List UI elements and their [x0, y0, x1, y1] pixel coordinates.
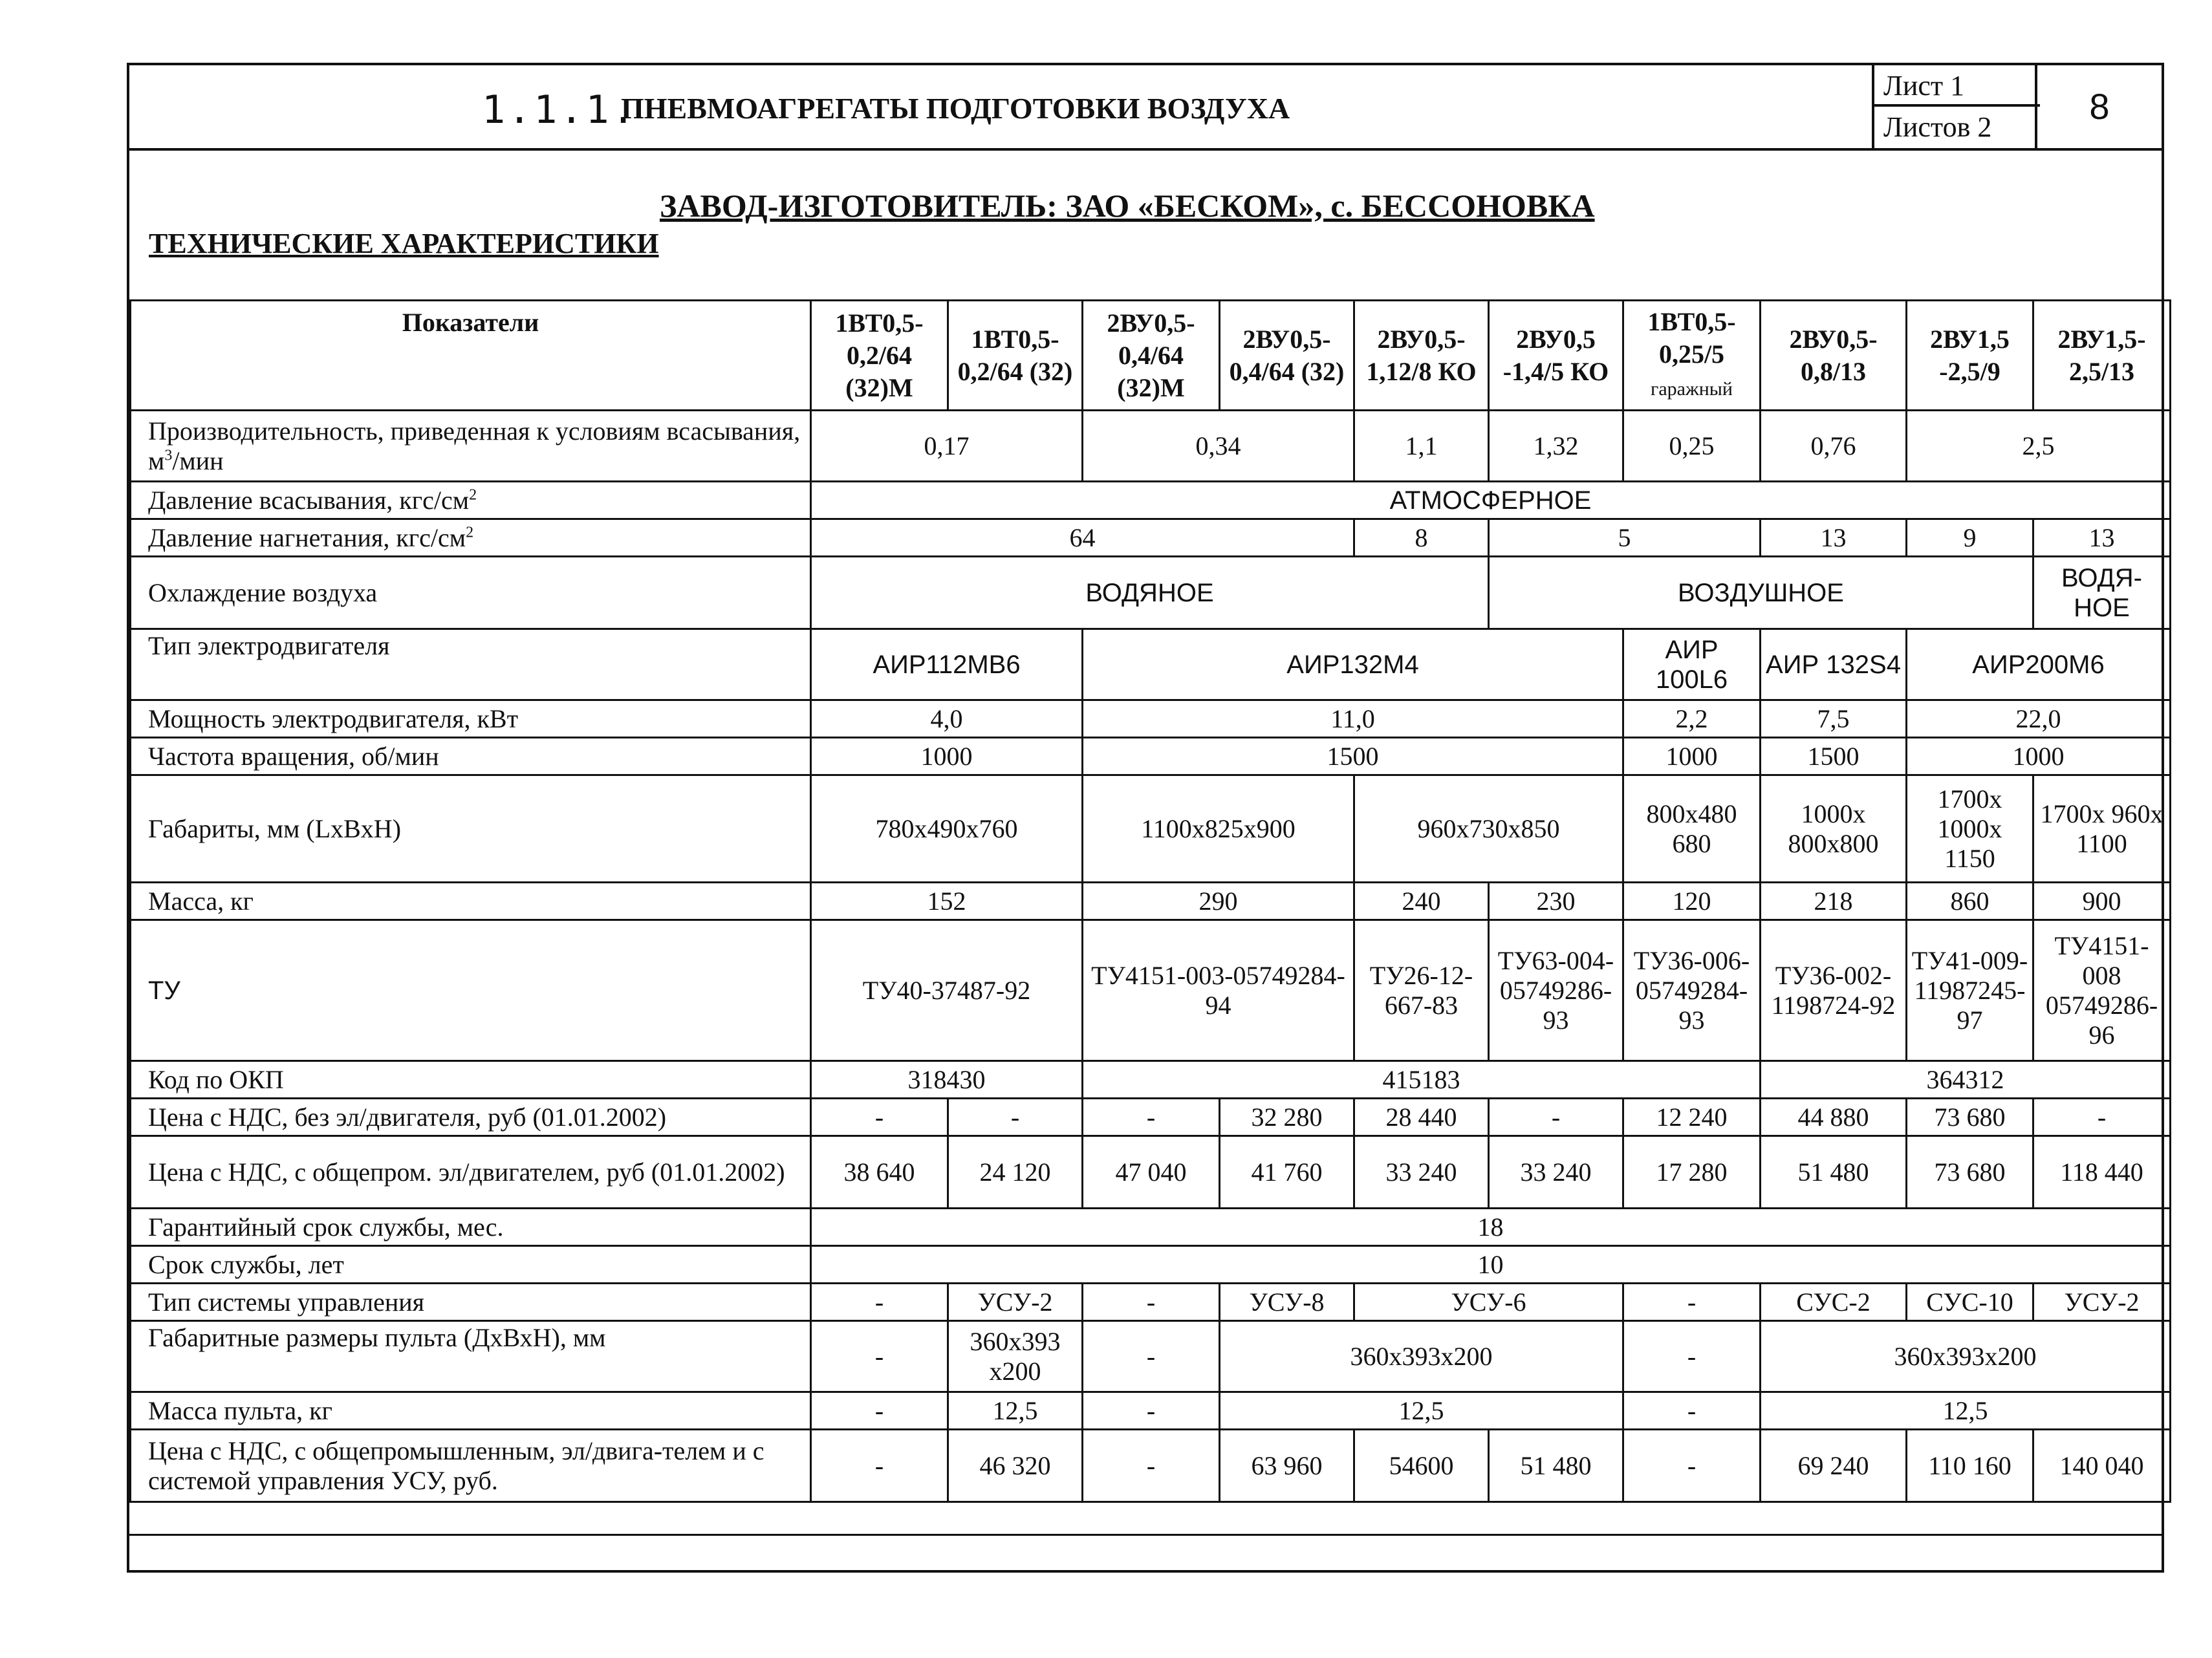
cell: 0,76: [1761, 411, 1907, 482]
cell: ТУ63-004-05749286-93: [1489, 920, 1623, 1061]
cell: 46 320: [948, 1430, 1083, 1502]
cell: 1000х 800х800: [1761, 775, 1907, 883]
table-row: [131, 883, 2171, 920]
cell: 22,0: [1907, 700, 2171, 738]
cell: 2,5: [1907, 411, 2171, 482]
cell: АИР132М4: [1083, 629, 1623, 700]
row-label-panel-mass: Масса пульта, кг: [131, 1392, 811, 1430]
cell: ТУ36-002-1198724-92: [1761, 920, 1907, 1061]
cell: 33 240: [1354, 1136, 1489, 1209]
cell: 12,5: [948, 1392, 1083, 1430]
cell: СУС-2: [1761, 1284, 1907, 1321]
cell: 38 640: [811, 1136, 948, 1209]
cell: -: [948, 1099, 1083, 1136]
header-cell-model-9: 2ВУ1,5 -2,5/9: [1907, 301, 2033, 411]
cell: 13: [2033, 519, 2171, 557]
cell: АИР 100L6: [1623, 629, 1761, 700]
model-7-note: гаражный: [1651, 378, 1733, 400]
cell: 44 880: [1761, 1099, 1907, 1136]
cell: ТУ4151-008 05749286-96: [2033, 920, 2171, 1061]
table-row: [131, 1246, 2171, 1284]
cell: 54600: [1354, 1430, 1489, 1502]
cell: 240: [1354, 883, 1489, 920]
table-row: [131, 700, 2171, 738]
cell: 63 960: [1220, 1430, 1354, 1502]
cell: 41 760: [1220, 1136, 1354, 1209]
cell: 1000: [1907, 738, 2171, 775]
cell: -: [1623, 1430, 1761, 1502]
cell: 73 680: [1907, 1136, 2033, 1209]
cell: 118 440: [2033, 1136, 2171, 1209]
cell: -: [1083, 1099, 1220, 1136]
row-label-price-full: Цена с НДС, с общепромышленным, эл/двига-телем и с системой управления УСУ, руб.: [131, 1430, 811, 1502]
table-row: [131, 775, 2171, 883]
cell: 0,25: [1623, 411, 1761, 482]
table-row: [131, 629, 2171, 700]
cell: 33 240: [1489, 1136, 1623, 1209]
cell: 1000: [811, 738, 1083, 775]
cell: ТУ41-009-11987245-97: [1907, 920, 2033, 1061]
document-title: ПНЕВМОАГРЕГАТЫ ПОДГОТОВКИ ВОЗДУХА: [621, 92, 1290, 125]
cell: 4,0: [811, 700, 1083, 738]
cell: -: [1623, 1321, 1761, 1392]
cell: -: [1083, 1284, 1220, 1321]
cell: 10: [811, 1246, 2171, 1284]
cell: -: [811, 1392, 948, 1430]
table-row: [131, 738, 2171, 775]
header-cell-model-4: 2ВУ0,5-0,4/64 (32): [1220, 301, 1354, 411]
cell: 318430: [811, 1061, 1083, 1099]
row-label-dimensions: Габариты, мм (LxBxH): [131, 775, 811, 883]
cell: 780х490х760: [811, 775, 1083, 883]
cell: 1700х 960х 1100: [2033, 775, 2171, 883]
cell: -: [811, 1321, 948, 1392]
cell: 364312: [1761, 1061, 2171, 1099]
cell: -: [1489, 1099, 1623, 1136]
document-header: [129, 65, 2162, 151]
row-label-cooling: Охлаждение воздуха: [131, 557, 811, 629]
page-number: 8: [2035, 65, 2162, 148]
cell: 960х730х850: [1354, 775, 1623, 883]
specs-heading: ТЕХНИЧЕСКИЕ ХАРАКТЕРИСТИКИ: [149, 228, 659, 259]
header-cell-model-5: 2ВУ0,5-1,12/8 КО: [1354, 301, 1489, 411]
cell: 900: [2033, 883, 2171, 920]
cell: 18: [811, 1209, 2171, 1246]
table-row: [131, 920, 2171, 1061]
cell: ВОДЯНОЕ: [811, 557, 1489, 629]
cell: 800х480 680: [1623, 775, 1761, 883]
cell: 120: [1623, 883, 1761, 920]
cell: ТУ40-37487-92: [811, 920, 1083, 1061]
cell: 12,5: [1220, 1392, 1623, 1430]
cell: 1500: [1761, 738, 1907, 775]
cell: 69 240: [1761, 1430, 1907, 1502]
cell: 11,0: [1083, 700, 1623, 738]
model-7-name: 1ВТ0,5-0,25/5: [1647, 307, 1736, 369]
cell: 415183: [1083, 1061, 1761, 1099]
cell: 9: [1907, 519, 2033, 557]
row-label-service-life: Срок службы, лет: [131, 1246, 811, 1284]
cell: 1000: [1623, 738, 1761, 775]
table-row: [131, 1284, 2171, 1321]
table-row: [131, 1136, 2171, 1209]
footer-strip: [129, 1534, 2162, 1570]
cell: ВОДЯ-НОЕ: [2033, 557, 2171, 629]
cell: -: [1623, 1284, 1761, 1321]
sheets-total: Листов 2: [1883, 111, 1992, 143]
header-cell-model-2: 1ВТ0,5-0,2/64 (32): [948, 301, 1083, 411]
sheet-number: Лист 1: [1874, 65, 2040, 107]
cell: 28 440: [1354, 1099, 1489, 1136]
cell: АТМОСФЕРНОЕ: [811, 482, 2171, 519]
document-sheet: [127, 63, 2164, 1573]
cell: 51 480: [1761, 1136, 1907, 1209]
row-label-price-motor: Цена с НДС, с общепром. эл/двигателем, руб (01.01.2002): [131, 1136, 811, 1209]
cell: 1100х825х900: [1083, 775, 1354, 883]
row-label-motor-type: Тип электродвигателя: [131, 629, 811, 700]
cell: УСУ-2: [2033, 1284, 2171, 1321]
cell: 0,34: [1083, 411, 1354, 482]
row-label-panel-dims: Габаритные размеры пульта (ДхВхН), мм: [131, 1321, 811, 1392]
cell: 12 240: [1623, 1099, 1761, 1136]
cell: 24 120: [948, 1136, 1083, 1209]
cell: ТУ26-12-667-83: [1354, 920, 1489, 1061]
cell: 152: [811, 883, 1083, 920]
cell: -: [1083, 1321, 1220, 1392]
table-row: [131, 1209, 2171, 1246]
cell: 360х393х200: [1220, 1321, 1623, 1392]
cell: 2,2: [1623, 700, 1761, 738]
header-cell-label: Показатели: [131, 301, 811, 411]
cell: 230: [1489, 883, 1623, 920]
row-label-mass: Масса, кг: [131, 883, 811, 920]
cell: 860: [1907, 883, 2033, 920]
table-row: [131, 1392, 2171, 1430]
cell: -: [811, 1284, 948, 1321]
header-cell-model-3: 2ВУ0,5-0,4/64 (32)М: [1083, 301, 1220, 411]
header-cell-model-7: [1623, 301, 1761, 411]
cell: 290: [1083, 883, 1354, 920]
row-label-warranty: Гарантийный срок службы, мес.: [131, 1209, 811, 1246]
row-label-motor-power: Мощность электродвигателя, кВт: [131, 700, 811, 738]
table-row: [131, 482, 2171, 519]
table-row: [131, 411, 2171, 482]
cell: 12,5: [1761, 1392, 2171, 1430]
cell: 1,32: [1489, 411, 1623, 482]
table-header-row: [131, 301, 2171, 411]
cell: -: [811, 1099, 948, 1136]
sheet-info-box: [1872, 65, 2040, 148]
cell: АИР200М6: [1907, 629, 2171, 700]
cell: АИР112МВ6: [811, 629, 1083, 700]
cell: 8: [1354, 519, 1489, 557]
cell: 1700х 1000х 1150: [1907, 775, 2033, 883]
row-label-tu: ТУ: [131, 920, 811, 1061]
cell: 51 480: [1489, 1430, 1623, 1502]
cell: 7,5: [1761, 700, 1907, 738]
cell: 110 160: [1907, 1430, 2033, 1502]
header-cell-model-6: 2ВУ0,5 -1,4/5 КО: [1489, 301, 1623, 411]
cell: 1500: [1083, 738, 1623, 775]
cell: 32 280: [1220, 1099, 1354, 1136]
table-row: [131, 1321, 2171, 1392]
cell: УСУ-2: [948, 1284, 1083, 1321]
header-cell-model-8: 2ВУ0,5-0,8/13: [1761, 301, 1907, 411]
cell: 64: [811, 519, 1354, 557]
header-cell-model-10: 2ВУ1,5-2,5/13: [2033, 301, 2171, 411]
specs-table: [129, 299, 2171, 1503]
cell: УСУ-8: [1220, 1284, 1354, 1321]
cell: 73 680: [1907, 1099, 2033, 1136]
header-cell-model-1: 1ВТ0,5-0,2/64 (32)М: [811, 301, 948, 411]
cell: 5: [1489, 519, 1761, 557]
cell: 0,17: [811, 411, 1083, 482]
row-label-okp: Код по ОКП: [131, 1061, 811, 1099]
row-label-capacity: Производительность, приведенная к условиям всасывания, $м^3$/мин: [131, 411, 811, 482]
cell: 140 040: [2033, 1430, 2171, 1502]
table-row: [131, 1061, 2171, 1099]
cell: 47 040: [1083, 1136, 1220, 1209]
cell: СУС-10: [1907, 1284, 2033, 1321]
cell: 360х393 х200: [948, 1321, 1083, 1392]
table-row: [131, 1099, 2171, 1136]
cell: АИР 132S4: [1761, 629, 1907, 700]
cell: 1,1: [1354, 411, 1489, 482]
table-row: [131, 1430, 2171, 1502]
row-label-speed: Частота вращения, об/мин: [131, 738, 811, 775]
table-row: [131, 557, 2171, 629]
cell: -: [1623, 1392, 1761, 1430]
row-label-discharge: Давление нагнетания, кгс/$см^2$: [131, 519, 811, 557]
row-label-price-no-motor: Цена с НДС, без эл/двигателя, руб (01.01.2002): [131, 1099, 811, 1136]
row-label-suction: Давление всасывания, кгс/$см^2$: [131, 482, 811, 519]
row-label-control-type: Тип системы управления: [131, 1284, 811, 1321]
cell: -: [811, 1430, 948, 1502]
cell: ТУ36-006-05749284-93: [1623, 920, 1761, 1061]
table-row: [131, 519, 2171, 557]
manufacturer-heading: ЗАВОД-ИЗГОТОВИТЕЛЬ: ЗАО «БЕСКОМ», с. БЕССОНОВКА: [660, 188, 1595, 224]
cell: 17 280: [1623, 1136, 1761, 1209]
cell: -: [1083, 1392, 1220, 1430]
cell: 218: [1761, 883, 1907, 920]
cell: -: [1083, 1430, 1220, 1502]
cell: УСУ-6: [1354, 1284, 1623, 1321]
cell: ВОЗДУШНОЕ: [1489, 557, 2033, 629]
section-number: 1.1.1.: [482, 87, 638, 133]
cell: 13: [1761, 519, 1907, 557]
cell: 360х393х200: [1761, 1321, 2171, 1392]
cell: ТУ4151-003-05749284-94: [1083, 920, 1354, 1061]
cell: -: [2033, 1099, 2171, 1136]
